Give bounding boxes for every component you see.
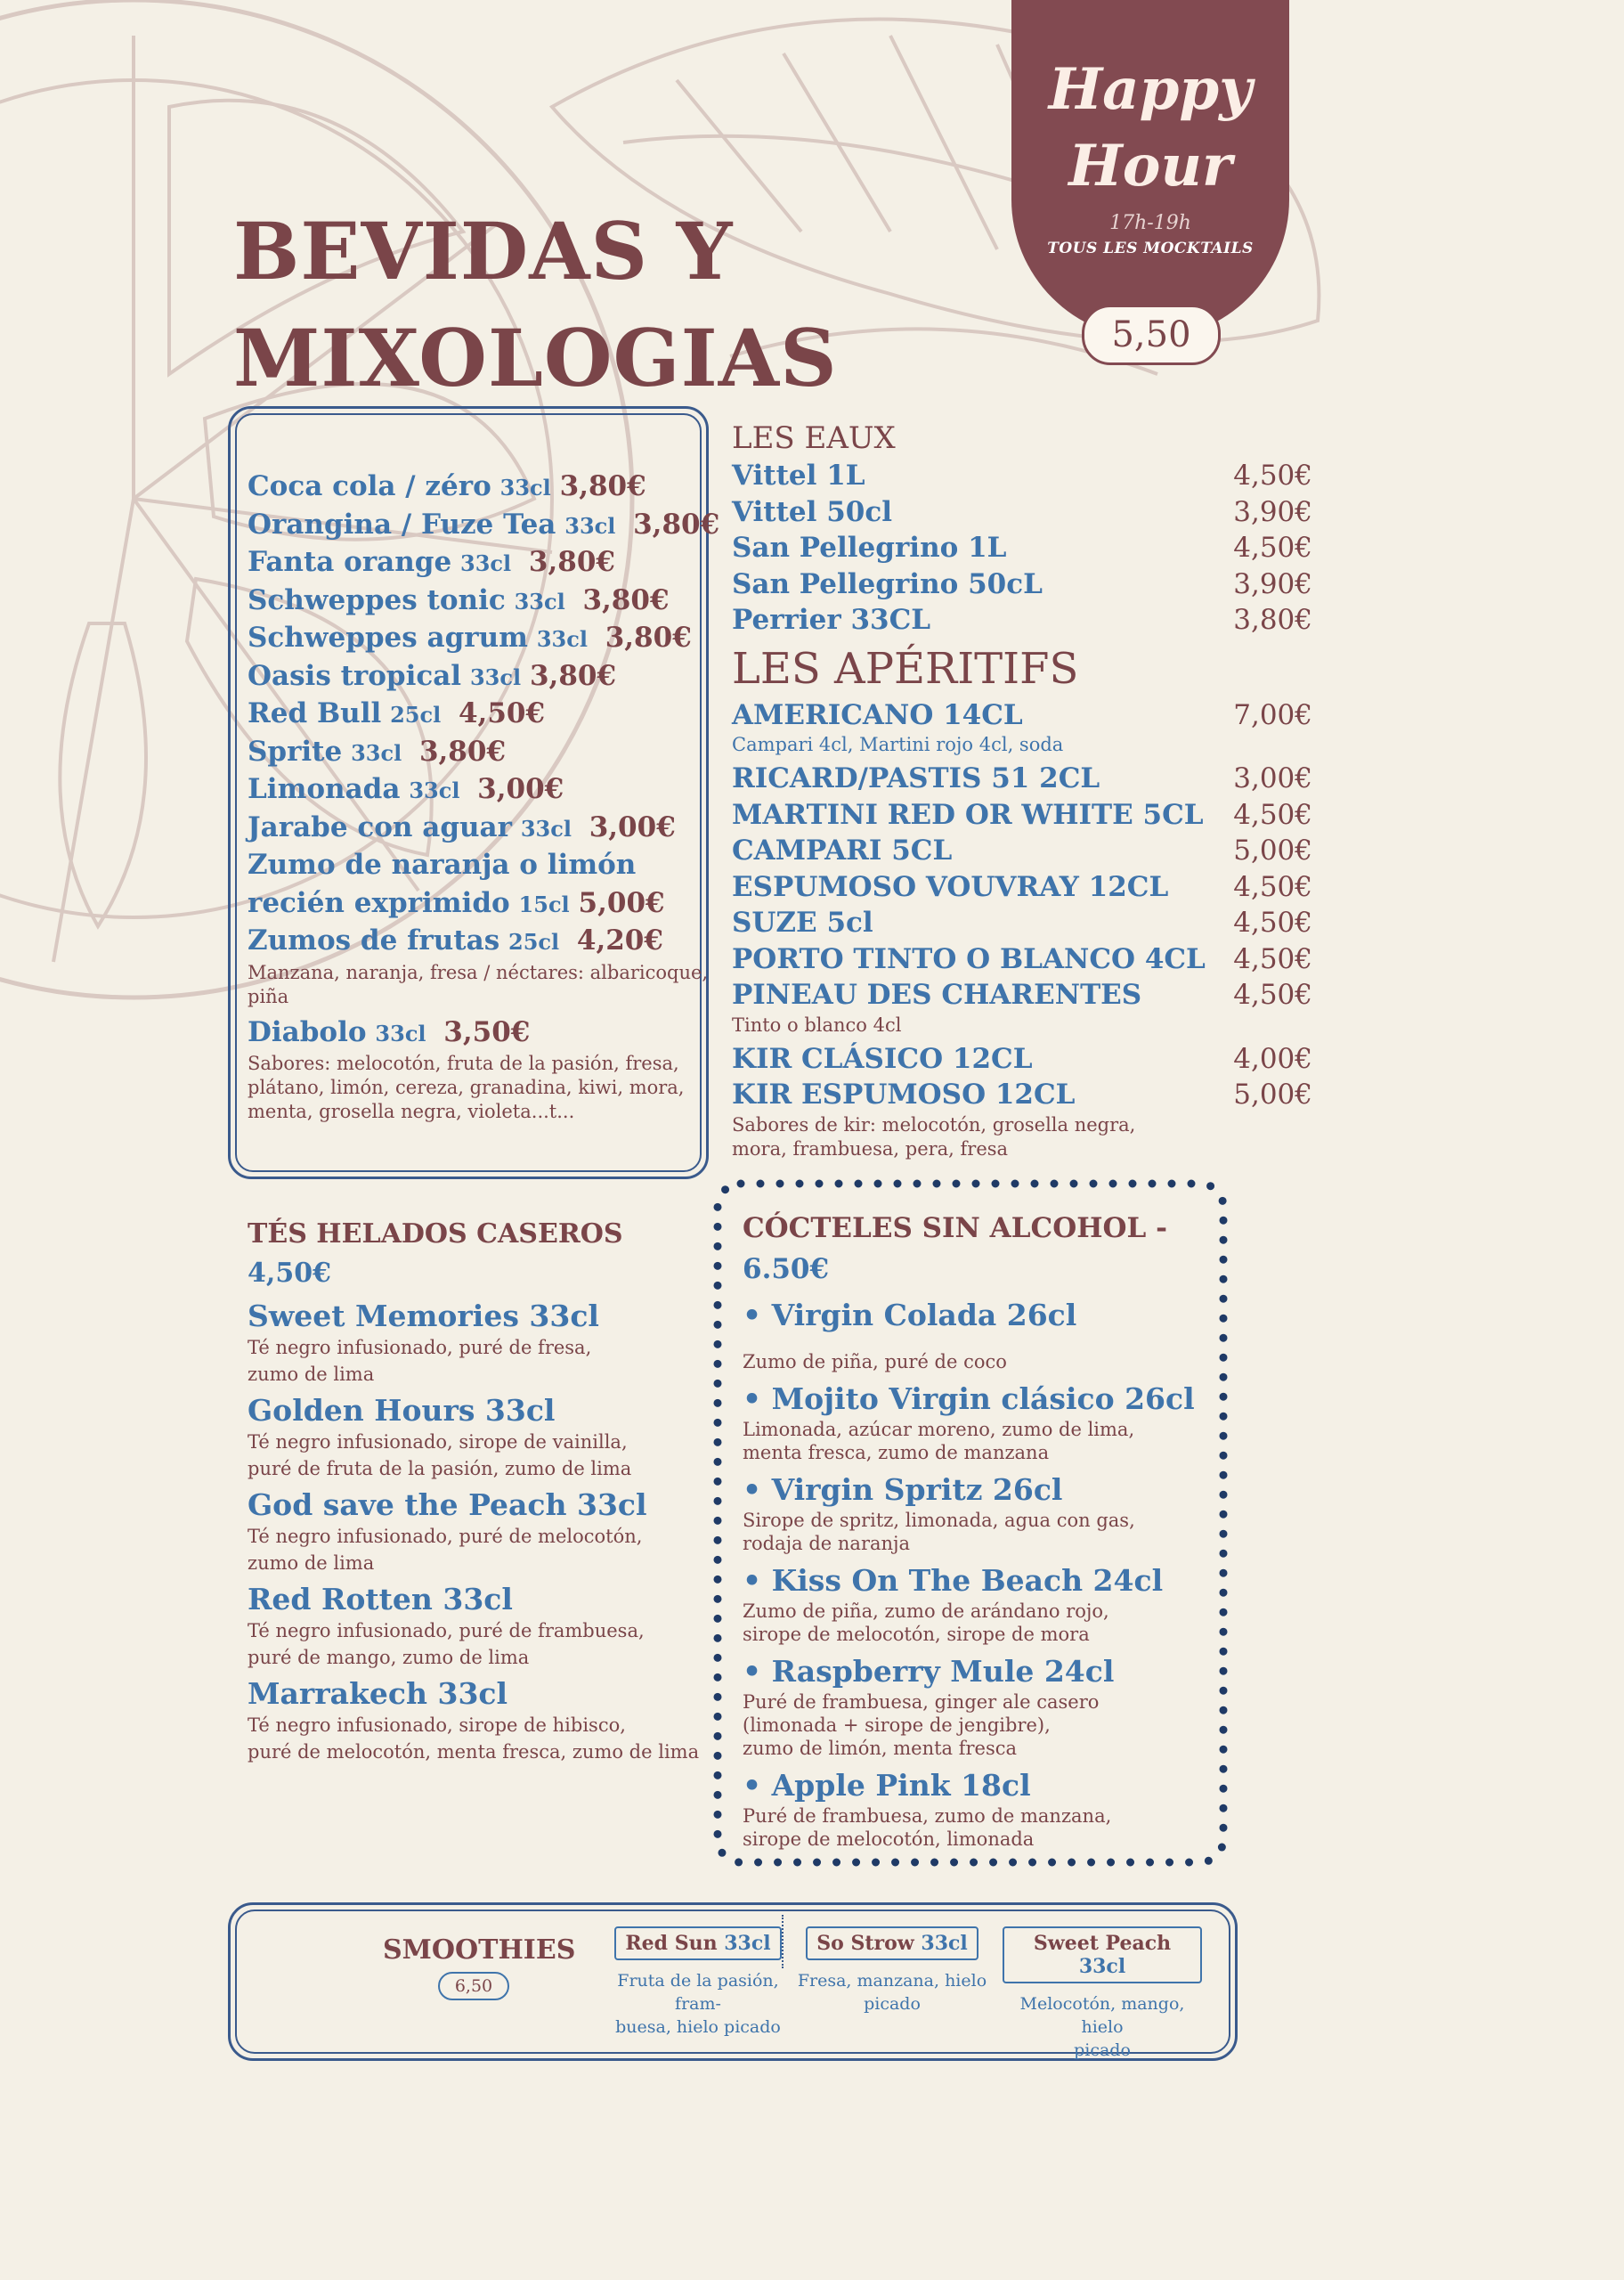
item-volume: 33cl <box>564 512 616 539</box>
mocktail-name: • Raspberry Mule 24cl <box>743 1654 1115 1689</box>
item-name: Diabolo <box>248 1015 367 1048</box>
smoothie-description: Melocotón, mango, hielo picado <box>1019 1994 1185 2060</box>
happy-hour-time: 17h-19h <box>1109 212 1191 234</box>
item-price: 3,80€ <box>633 508 720 541</box>
item-volume: 33cl <box>375 1020 426 1046</box>
teas-title: TÉS HELADOS CASEROS <box>248 1218 623 1250</box>
page-title <box>233 198 838 411</box>
smoothie-description: Fruta de la pasión, fram- buesa, hielo picado <box>615 1971 781 2037</box>
item-name: Schweppes agrum <box>248 622 528 654</box>
item-name: MARTINI RED OR WHITE 5CL <box>732 798 1204 831</box>
happy-hour-banner <box>1011 0 1289 355</box>
item-price: 3,80€ <box>1233 604 1312 636</box>
aperitif-item <box>732 977 1312 1014</box>
kir-item <box>732 1077 1312 1113</box>
item-price: 3,80€ <box>559 470 646 502</box>
smoothie-tag <box>1003 1926 1202 1983</box>
soft-drink-item-diabolo <box>248 1014 710 1053</box>
soft-drink-item <box>248 810 710 848</box>
water-item <box>732 530 1312 566</box>
smoothie-description: Fresa, manzana, hielo picado <box>797 1971 987 2014</box>
item-price: 4,00€ <box>1233 1042 1312 1075</box>
item-name: Schweppes tonic <box>248 583 506 616</box>
item-price: 4,20€ <box>576 924 663 957</box>
smoothie-card <box>598 1926 798 2039</box>
item-name: RICARD/PASTIS 51 2CL <box>732 762 1100 794</box>
tea-name: Marrakech 33cl <box>248 1676 508 1711</box>
smoothie-volume: 33cl <box>1078 1955 1126 1978</box>
item-price: 5,00€ <box>1233 835 1312 867</box>
item-name: Zumo de naranja o limón <box>248 849 637 881</box>
item-name: Red Bull <box>248 697 382 729</box>
item-name: Fanta orange <box>248 546 452 578</box>
item-name: KIR ESPUMOSO 12CL <box>732 1079 1076 1111</box>
tea-description: Té negro infusionado, sirope de vainilla, puré de fruta de la pasión, zumo de lima <box>248 1431 632 1479</box>
item-volume: 33cl <box>409 778 460 803</box>
title-line-2: MIXOLOGIAS <box>233 312 838 404</box>
mocktail-description: Zumo de piña, puré de coco <box>743 1351 1007 1372</box>
water-item <box>732 458 1312 494</box>
item-name: ESPUMOSO VOUVRAY 12CL <box>732 870 1169 903</box>
item-volume: 33cl <box>520 815 572 842</box>
mocktail-description: Zumo de piña, zumo de arándano rojo, sirope de melocotón, sirope de mora <box>743 1600 1109 1645</box>
happy-hour-line-1: Happy <box>1048 56 1253 123</box>
item-price: 4,50€ <box>1233 532 1312 564</box>
item-price: 3,80€ <box>582 583 670 616</box>
soft-drink-item <box>248 468 710 507</box>
item-name: AMERICANO 14CL <box>732 698 1023 731</box>
tea-name: Sweet Memories 33cl <box>248 1299 599 1333</box>
item-name: Jarabe con aguar <box>248 810 512 843</box>
item-name: Vittel 50cl <box>732 495 893 528</box>
water-item <box>732 494 1312 531</box>
aperitif-item <box>732 905 1312 941</box>
item-volume: 25cl <box>390 702 442 728</box>
item-volume: 33cl <box>514 588 565 615</box>
aperitif-item-americano <box>732 697 1312 734</box>
item-volume: 15cl <box>518 891 570 917</box>
iced-teas-section <box>248 1215 710 1765</box>
mocktails-section <box>743 1208 1206 1851</box>
item-volume: 33cl <box>351 739 402 766</box>
mocktail-name: • Mojito Virgin clásico 26cl <box>743 1381 1195 1416</box>
americano-note: Campari 4cl, Martini rojo 4cl, soda <box>732 734 1064 755</box>
aperitif-item <box>732 833 1312 869</box>
item-volume: 33cl <box>536 626 588 652</box>
smoothie-card <box>792 1926 992 2015</box>
item-name: CAMPARI 5CL <box>732 835 953 867</box>
aperitif-item <box>732 761 1312 797</box>
kir-note: Sabores de kir: melocotón, grosella negra, mora, frambuesa, pera, fresa <box>732 1113 1136 1160</box>
mocktails-header <box>743 1208 1206 1290</box>
item-name: PINEAU DES CHARENTES <box>732 979 1142 1011</box>
aperitif-item <box>732 941 1312 978</box>
item-price: 3,90€ <box>1233 495 1312 528</box>
tea-name: Red Rotten 33cl <box>248 1582 513 1616</box>
soft-drink-item <box>248 923 710 961</box>
item-price: 5,00€ <box>1233 1079 1312 1111</box>
teas-header <box>248 1215 710 1293</box>
happy-hour-price: 5,50 <box>1082 305 1221 365</box>
item-price: 3,80€ <box>528 546 615 578</box>
item-name: Vittel 1L <box>732 460 865 492</box>
item-name: Limonada <box>248 773 401 805</box>
tea-name: Golden Hours 33cl <box>248 1393 556 1428</box>
item-name: San Pellegrino 50cL <box>732 567 1043 600</box>
soft-drink-item <box>248 658 710 696</box>
diabolo-note: Sabores: melocotón, fruta de la pasión, fresa, plátano, limón, cereza, granadina, kiwi, mora, menta, grosella negra, violeta...t... <box>248 1053 685 1122</box>
soft-drink-item <box>248 734 710 772</box>
teas-price: 4,50€ <box>248 1258 331 1289</box>
item-volume: 25cl <box>508 929 560 955</box>
item-volume: 33cl <box>499 475 551 501</box>
smoothie-tag <box>614 1926 781 1960</box>
item-name: PORTO TINTO O BLANCO 4CL <box>732 942 1206 975</box>
item-name: Oasis tropical <box>248 659 462 692</box>
item-price: 3,80€ <box>418 735 507 768</box>
mocktail-name: • Virgin Spritz 26cl <box>743 1472 1063 1507</box>
soft-drink-item <box>248 507 720 545</box>
drinks-right-column <box>732 419 1312 1165</box>
item-price: 3,00€ <box>477 773 564 805</box>
item-price: 4,50€ <box>1233 907 1312 939</box>
item-price: 3,90€ <box>1233 567 1312 600</box>
aperitif-item <box>732 797 1312 834</box>
soft-drink-item <box>248 582 710 621</box>
smoothie-name: Red Sun <box>625 1932 718 1955</box>
tea-description: Té negro infusionado, puré de fresa, zumo de lima <box>248 1337 592 1385</box>
item-name: Sprite <box>248 735 343 768</box>
item-name: Zumos de frutas <box>248 924 500 957</box>
smoothie-volume: 33cl <box>921 1932 968 1955</box>
soft-drinks-list <box>248 468 720 1129</box>
item-volume: 33cl <box>460 550 512 576</box>
zumos-note: Manzana, naranja, fresa / néctares: albaricoque, piña <box>248 961 709 1007</box>
aperitifs-title: LES APÉRITIFS <box>732 643 1079 694</box>
tea-name: God save the Peach 33cl <box>248 1487 647 1522</box>
item-price: 3,50€ <box>443 1015 531 1048</box>
tea-description: Té negro infusionado, puré de frambuesa, puré de mango, zumo de lima <box>248 1620 645 1668</box>
mocktail-description: Sirope de spritz, limonada, agua con gas, rodaja de naranja <box>743 1510 1135 1554</box>
mocktail-name: • Kiss On The Beach 24cl <box>743 1563 1164 1598</box>
item-price: 4,50€ <box>1233 870 1312 903</box>
soft-drink-item <box>248 696 710 734</box>
item-price: 3,80€ <box>529 659 617 692</box>
item-price: 5,00€ <box>578 886 665 919</box>
item-price: 3,00€ <box>589 810 676 843</box>
mocktail-name: • Virgin Colada 26cl <box>743 1298 1077 1332</box>
water-item <box>732 566 1312 603</box>
eaux-title: LES EAUX <box>732 420 896 456</box>
happy-hour-label: TOUS LES MOCKTAILS <box>1047 240 1254 257</box>
soft-drink-item <box>248 885 710 924</box>
aperitif-item <box>732 869 1312 906</box>
pineau-note: Tinto o blanco 4cl <box>732 1014 902 1036</box>
item-name: SUZE 5cl <box>732 907 873 939</box>
item-price: 4,50€ <box>1233 460 1312 492</box>
item-price: 4,50€ <box>458 697 546 729</box>
title-line-1: BEVIDAS Y <box>233 205 734 297</box>
item-price: 4,50€ <box>1233 942 1312 975</box>
smoothie-name: Sweet Peach <box>1033 1932 1172 1955</box>
mocktails-price: 6.50€ <box>743 1253 830 1285</box>
happy-hour-line-2: Hour <box>1068 133 1232 200</box>
item-price: 4,50€ <box>1233 979 1312 1011</box>
item-price: 3,00€ <box>1233 762 1312 794</box>
item-price: 4,50€ <box>1233 798 1312 831</box>
smoothie-card <box>1003 1926 1202 2062</box>
mocktail-description: Puré de frambuesa, zumo de manzana, sirope de melocotón, limonada <box>743 1805 1112 1850</box>
item-name: Coca cola / zéro <box>248 470 491 502</box>
soft-drink-item <box>248 544 710 582</box>
smoothies-price: 6,50 <box>438 1972 509 2000</box>
item-name: Perrier 33CL <box>732 604 931 636</box>
mocktails-title: CÓCTELES SIN ALCOHOL - <box>743 1212 1167 1244</box>
tea-description: Té negro infusionado, puré de melocotón, zumo de lima <box>248 1526 643 1574</box>
mocktail-description: Puré de frambuesa, ginger ale casero (limonada + sirope de jengibre), zumo de limón, menta fresca <box>743 1691 1100 1759</box>
item-name: recién exprimido <box>248 886 510 919</box>
item-price: 7,00€ <box>1233 698 1312 731</box>
soft-drink-item <box>248 620 710 658</box>
item-name: Orangina / Fuze Tea <box>248 508 556 541</box>
item-name: San Pellegrino 1L <box>732 532 1007 564</box>
happy-hour-title <box>1011 52 1289 205</box>
smoothies-title: SMOOTHIES <box>383 1934 576 1966</box>
smoothie-volume: 33cl <box>724 1932 771 1955</box>
item-volume: 33cl <box>469 664 522 690</box>
kir-item <box>732 1041 1312 1078</box>
smoothie-tag <box>806 1926 978 1960</box>
soft-drink-item <box>248 847 710 885</box>
water-item <box>732 602 1312 639</box>
soft-drink-item <box>248 771 710 810</box>
item-price: 3,80€ <box>605 622 692 654</box>
tea-description: Té negro infusionado, sirope de hibisco, puré de melocotón, menta fresca, zumo de lima <box>248 1714 700 1763</box>
smoothie-name: So Strow <box>816 1932 914 1955</box>
item-name: KIR CLÁSICO 12CL <box>732 1042 1033 1075</box>
mocktail-name: • Apple Pink 18cl <box>743 1768 1031 1803</box>
mocktail-description: Limonada, azúcar moreno, zumo de lima, menta fresca, zumo de manzana <box>743 1419 1135 1463</box>
